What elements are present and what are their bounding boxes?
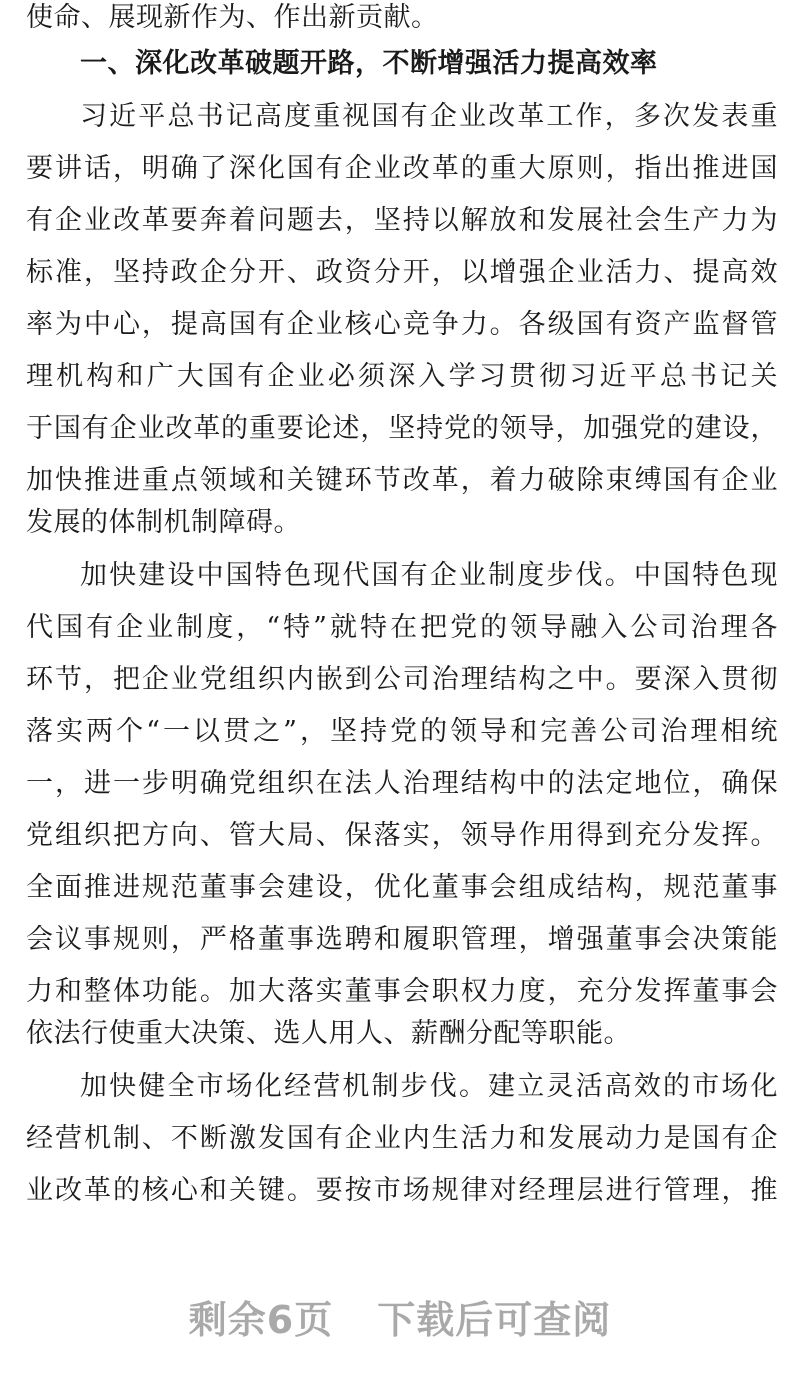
- text-line: 要讲话，明确了深化国有企业改革的重大原则，指出推进国: [26, 153, 778, 184]
- text-line: 标准，坚持政企分开、政资分开，以增强企业活力、提高效: [26, 257, 778, 288]
- text-line: 党组织把方向、管大局、保落实，领导作用得到充分发挥。: [26, 820, 778, 851]
- text-line: 于国有企业改革的重要论述，坚持党的领导，加强党的建设，: [26, 413, 778, 444]
- text-line: 使命、展现新作为、作出新贡献。: [26, 2, 439, 33]
- text-line: 环节，把企业党组织内嵌到公司治理结构之中。要深入贯彻: [26, 664, 778, 695]
- text-line: 加快建设中国特色现代国有企业制度步伐。中国特色现: [80, 560, 778, 591]
- text-line: 依法行使重大决策、选人用人、薪酬分配等职能。: [26, 1018, 631, 1049]
- text-line: 有企业改革要奔着问题去，坚持以解放和发展社会生产力为: [26, 205, 778, 236]
- text-line: 理机构和广大国有企业必须深入学习贯彻习近平总书记关: [26, 361, 778, 392]
- text-line: 加快健全市场化经营机制步伐。建立灵活高效的市场化: [80, 1071, 778, 1102]
- text-line: 一，进一步明确党组织在法人治理结构中的法定地位，确保: [26, 768, 778, 799]
- text-line: 会议事规则，严格董事选聘和履职管理，增强董事会决策能: [26, 924, 778, 955]
- text-line: 业改革的核心和关键。要按市场规律对经理层进行管理，推: [26, 1175, 778, 1206]
- section-heading: 一、深化改革破题开路，不断增强活力提高效率: [80, 48, 658, 79]
- remaining-pages-label: 剩余6页: [188, 1298, 334, 1342]
- text-line: 代国有企业制度，“特”就特在把党的领导融入公司治理各: [26, 612, 778, 643]
- download-prompt[interactable]: [0, 1290, 800, 1350]
- text-line: 力和整体功能。加大落实董事会职权力度，充分发挥董事会: [26, 976, 778, 1007]
- text-line: 发展的体制机制障碍。: [26, 507, 301, 538]
- text-line: 率为中心，提高国有企业核心竞争力。各级国有资产监督管: [26, 309, 778, 340]
- text-line: 习近平总书记高度重视国有企业改革工作，多次发表重: [80, 101, 778, 132]
- text-line: 经营机制、不断激发国有企业内生活力和发展动力是国有企: [26, 1123, 778, 1154]
- text-line: 全面推进规范董事会建设，优化董事会组成结构，规范董事: [26, 872, 778, 903]
- download-to-view-label: 下载后可查阅: [377, 1298, 612, 1342]
- text-line: 加快推进重点领域和关键环节改革，着力破除束缚国有企业: [26, 465, 778, 496]
- text-line: 落实两个“一以贯之”，坚持党的领导和完善公司治理相统: [26, 716, 778, 747]
